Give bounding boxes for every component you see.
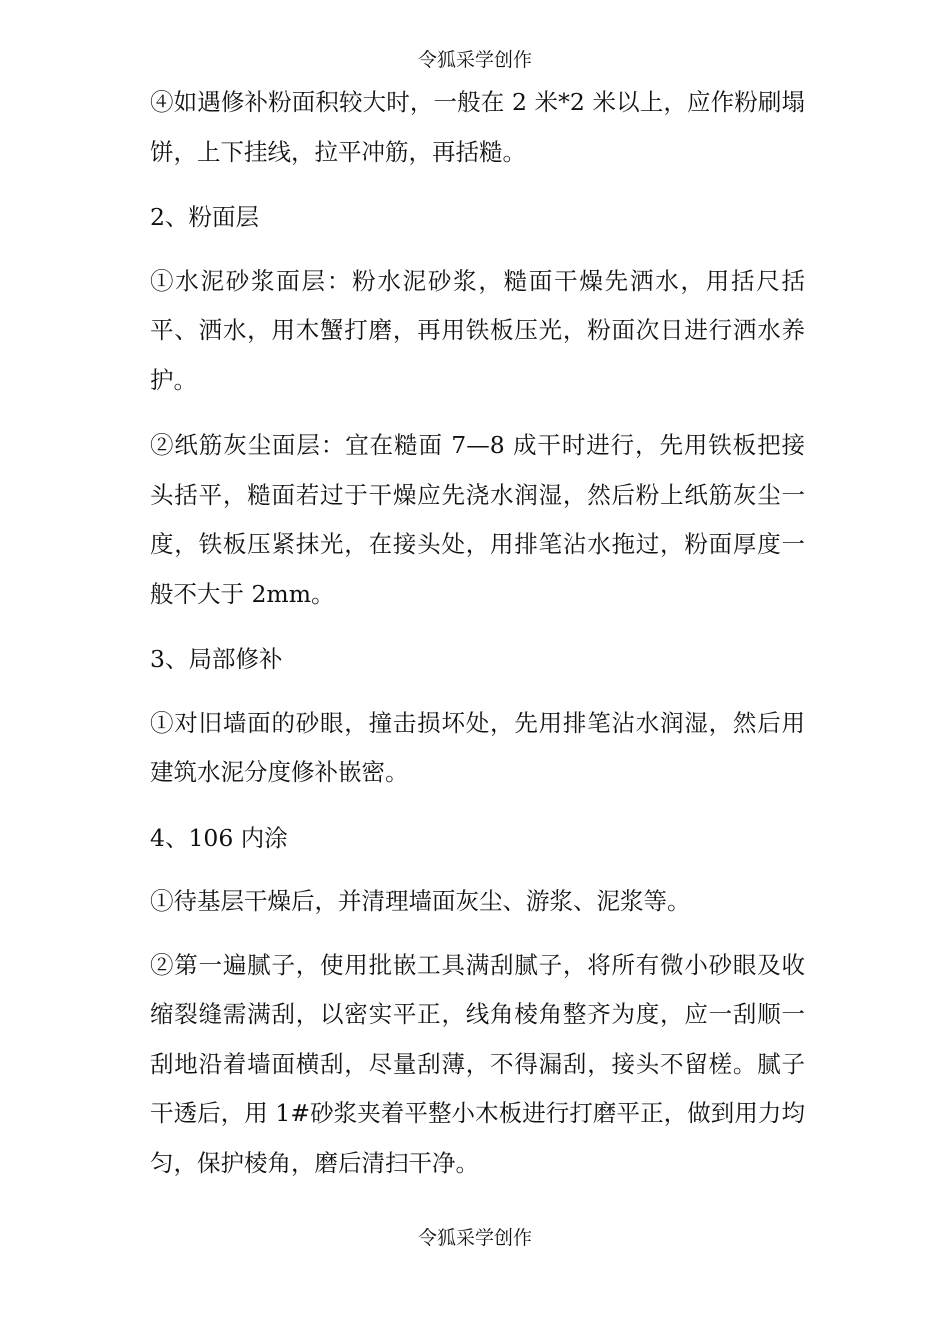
paragraph-cement-mortar-layer: ①水泥砂浆面层：粉水泥砂浆，糙面干燥先洒水，用括尺括平、洒水，用木蟹打磨，再用铁板压光，粉面次日进行洒水养护。 — [150, 266, 805, 394]
page-footer: 令狐采学创作 — [417, 1227, 532, 1249]
page-header: 令狐采学创作 — [417, 49, 532, 71]
section-heading-plaster-layer: 2、粉面层 — [150, 203, 259, 231]
section-heading-local-repair: 3、局部修补 — [150, 645, 283, 673]
paragraph-first-putty-coat: ②第一遍腻子，使用批嵌工具满刮腻子，将所有微小砂眼及收缩裂缝需满刮，以密实平正，线角棱角整齐为度，应一刮顺一刮地沿着墙面横刮，尽量刮薄，不得漏刮，接头不留槎。腻子干透后，用 1#砂浆夹着平整小木板进行打磨平正，做到用力均匀，保护棱角，磨后清扫干净。 — [150, 950, 805, 1177]
section-heading-106-interior-coating: 4、106 内涂 — [150, 823, 288, 852]
paragraph-sand-hole-repair: ①对旧墙面的砂眼，撞击损坏处，先用排笔沾水润湿，然后用建筑水泥分度修补嵌密。 — [150, 708, 805, 786]
paragraph-repair-large-area: ④如遇修补粉面积较大时，一般在 2 米*2 米以上，应作粉刷塌饼，上下挂线，拉平冲筋，再括糙。 — [150, 88, 805, 166]
paragraph-clean-base-layer: ①待基层干燥后，并清理墙面灰尘、游浆、泥浆等。 — [150, 887, 691, 915]
paragraph-paper-fiber-lime-layer: ②纸筋灰尘面层：宜在糙面 7—8 成干时进行，先用铁板把接头括平，糙面若过于干燥应先浇水润湿，然后粉上纸筋灰尘一度，铁板压紧抹光，在接头处，用排笔沾水拖过，粉面厚度一般不大于 2mm。 — [150, 431, 805, 608]
document-body — [150, 78, 805, 1204]
